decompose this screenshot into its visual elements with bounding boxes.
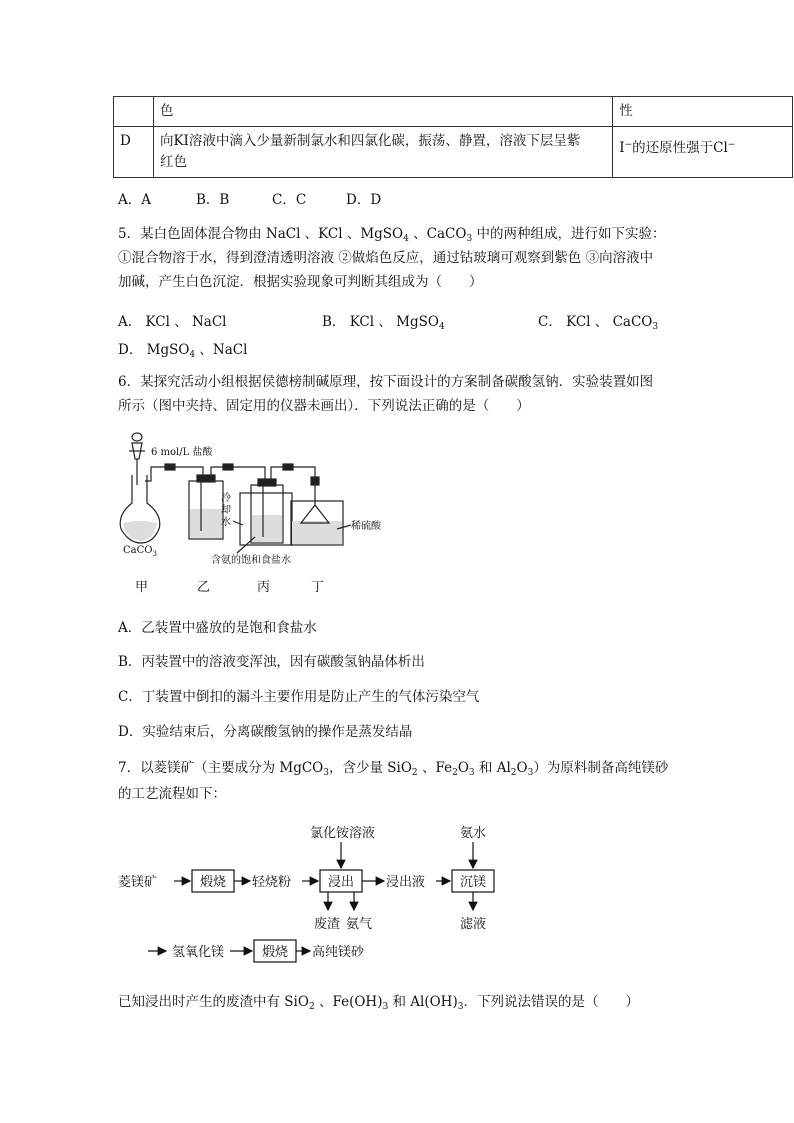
formula-text: I [619,140,625,156]
bottle-cap [258,479,276,486]
table-cell [114,97,154,127]
inverted-funnel-icon [301,485,329,523]
caco3-label: CaCO$_3$ [123,545,157,558]
q4-option-a: A．A [118,192,151,208]
formula-text: 的还原性强于Cl [632,140,728,156]
acid-label: 6 mol/L 盐酸 [151,447,213,458]
q5-stem-line2: ①混合物溶于水，得到澄清透明溶液 ②做焰色反应，通过钴玻璃可观察到紫色 ③向溶液中 [118,250,654,266]
table-cell: D [114,127,154,178]
q6-stem-line1: 6．某探究活动小组根据侯德榜制碱原理，按下面设计的方案制备碳酸氢钠．实验装置如图 [118,374,654,390]
table-cell-text: 红色 [159,154,187,170]
calcine-label: 煅烧 [200,875,227,890]
q7-stem-line2: 的工艺流程如下： [118,786,226,802]
funnel-stopper [132,433,142,441]
leachate-label: 浸出液 [386,875,426,890]
light-powder-label: 轻烧粉 [252,875,292,890]
q4-option-c: C．C [272,192,307,208]
q6-option-d: D．实验结束后，分离碳酸氢钠的操作是蒸发结晶 [118,724,413,740]
label-ding: 丁 [311,580,325,595]
tube-clamp [165,464,175,470]
q5-stem-line3: 加碱，产生白色沉淀．根据实验现象可判断其组成为（ ） [118,274,483,290]
q7-stem-line3: 已知浸出时产生的废渣中有 SiO$_2$ 、$Fe(OH)_3$ 和 $Al(OH)_3$．下列说法错误的是（ ） [118,994,639,1012]
cooling-label: 冷 [221,493,231,504]
q6-option-c: C．丁装置中倒扣的漏斗主要作用是防止产生的气体污染空气 [118,689,480,705]
table-cell [613,127,793,178]
q6-stem-line2: 所示（图中夹持、固定用的仪器未画出）．下列说法正确的是（ ） [118,398,530,414]
table-cell [153,127,612,178]
bottle-liquid [252,515,282,542]
product-label: 高纯镁砂 [312,945,365,960]
cooling-label: 却 [221,505,231,516]
superscript: − [727,140,736,150]
table-row [114,97,793,127]
dilute-acid-label: 稀硫酸 [351,521,381,532]
superscript: − [624,140,633,150]
label-bing: 丙 [257,580,271,595]
tube-clamp [223,464,233,470]
q5-option-d: D． MgSO$_4$ 、NaCl [118,342,248,360]
apparatus-figure [115,425,395,600]
mgoh2-label: 氢氧化镁 [172,945,225,960]
ammonia-gas-label: 氨气 [346,917,373,932]
nh4cl-label: 氯化铵溶液 [310,826,376,841]
delivery-tube [211,467,265,481]
q6-option-b: B．丙装置中的溶液变浑浊，因有碳酸氢钠晶体析出 [118,654,425,670]
process-flow-diagram [118,820,518,970]
brine-label: 含氨的饱和食盐水 [211,555,291,566]
q4-option-d: D．D [346,192,382,208]
answer-table [113,96,793,178]
bottle-cap [197,475,215,482]
q5-stem-line1: 5．某白色固体混合物由 NaCl 、KCl 、MgSO$_4$ 、CaCO$_3$ 中的两种组成，进行如下实验： [118,226,666,244]
table-cell-text: 向KI溶液中滴入少量新制氯水和四氯化碳，振荡、静置，溶液下层呈紫 [159,133,581,149]
pointer-line [233,521,243,525]
label-yi: 乙 [197,580,211,595]
ammonia-water-label: 氨水 [460,826,487,841]
tube-clamp [311,477,319,485]
q7-stem-line1: 7．以菱镁矿（主要成分为 MgCO$_3$，含少量 SiO$_2$ 、$Fe_2O_3$ 和 $Al_2O_3$）为原料制备高纯镁砂 [118,760,669,778]
precipitate-label: 沉镁 [460,875,487,890]
calcine-label: 煅烧 [262,945,289,960]
bottle-liquid [190,509,222,538]
residue-label: 废渣 [314,917,341,932]
q5-option-a: A． KCl 、 NaCl [118,314,227,330]
ore-label: 菱镁矿 [118,875,158,890]
filtrate-label: 滤液 [460,917,487,932]
table-cell: 性 [613,97,793,127]
label-jia: 甲 [135,580,149,595]
leach-label: 浸出 [328,875,355,890]
tube-clamp [283,464,293,470]
table-cell: 色 [153,97,612,127]
q6-option-a: A．乙装置中盛放的是饱和食盐水 [118,620,317,636]
beaker-liquid [292,521,342,544]
table-row [114,127,793,178]
q4-option-b: B．B [196,192,230,208]
cooling-label: 水 [221,517,231,528]
q5-option-b: B． KCl 、 MgSO$_4$ [322,314,445,332]
q5-option-c: C． KCl 、 CaCO$_3$ [538,314,659,332]
